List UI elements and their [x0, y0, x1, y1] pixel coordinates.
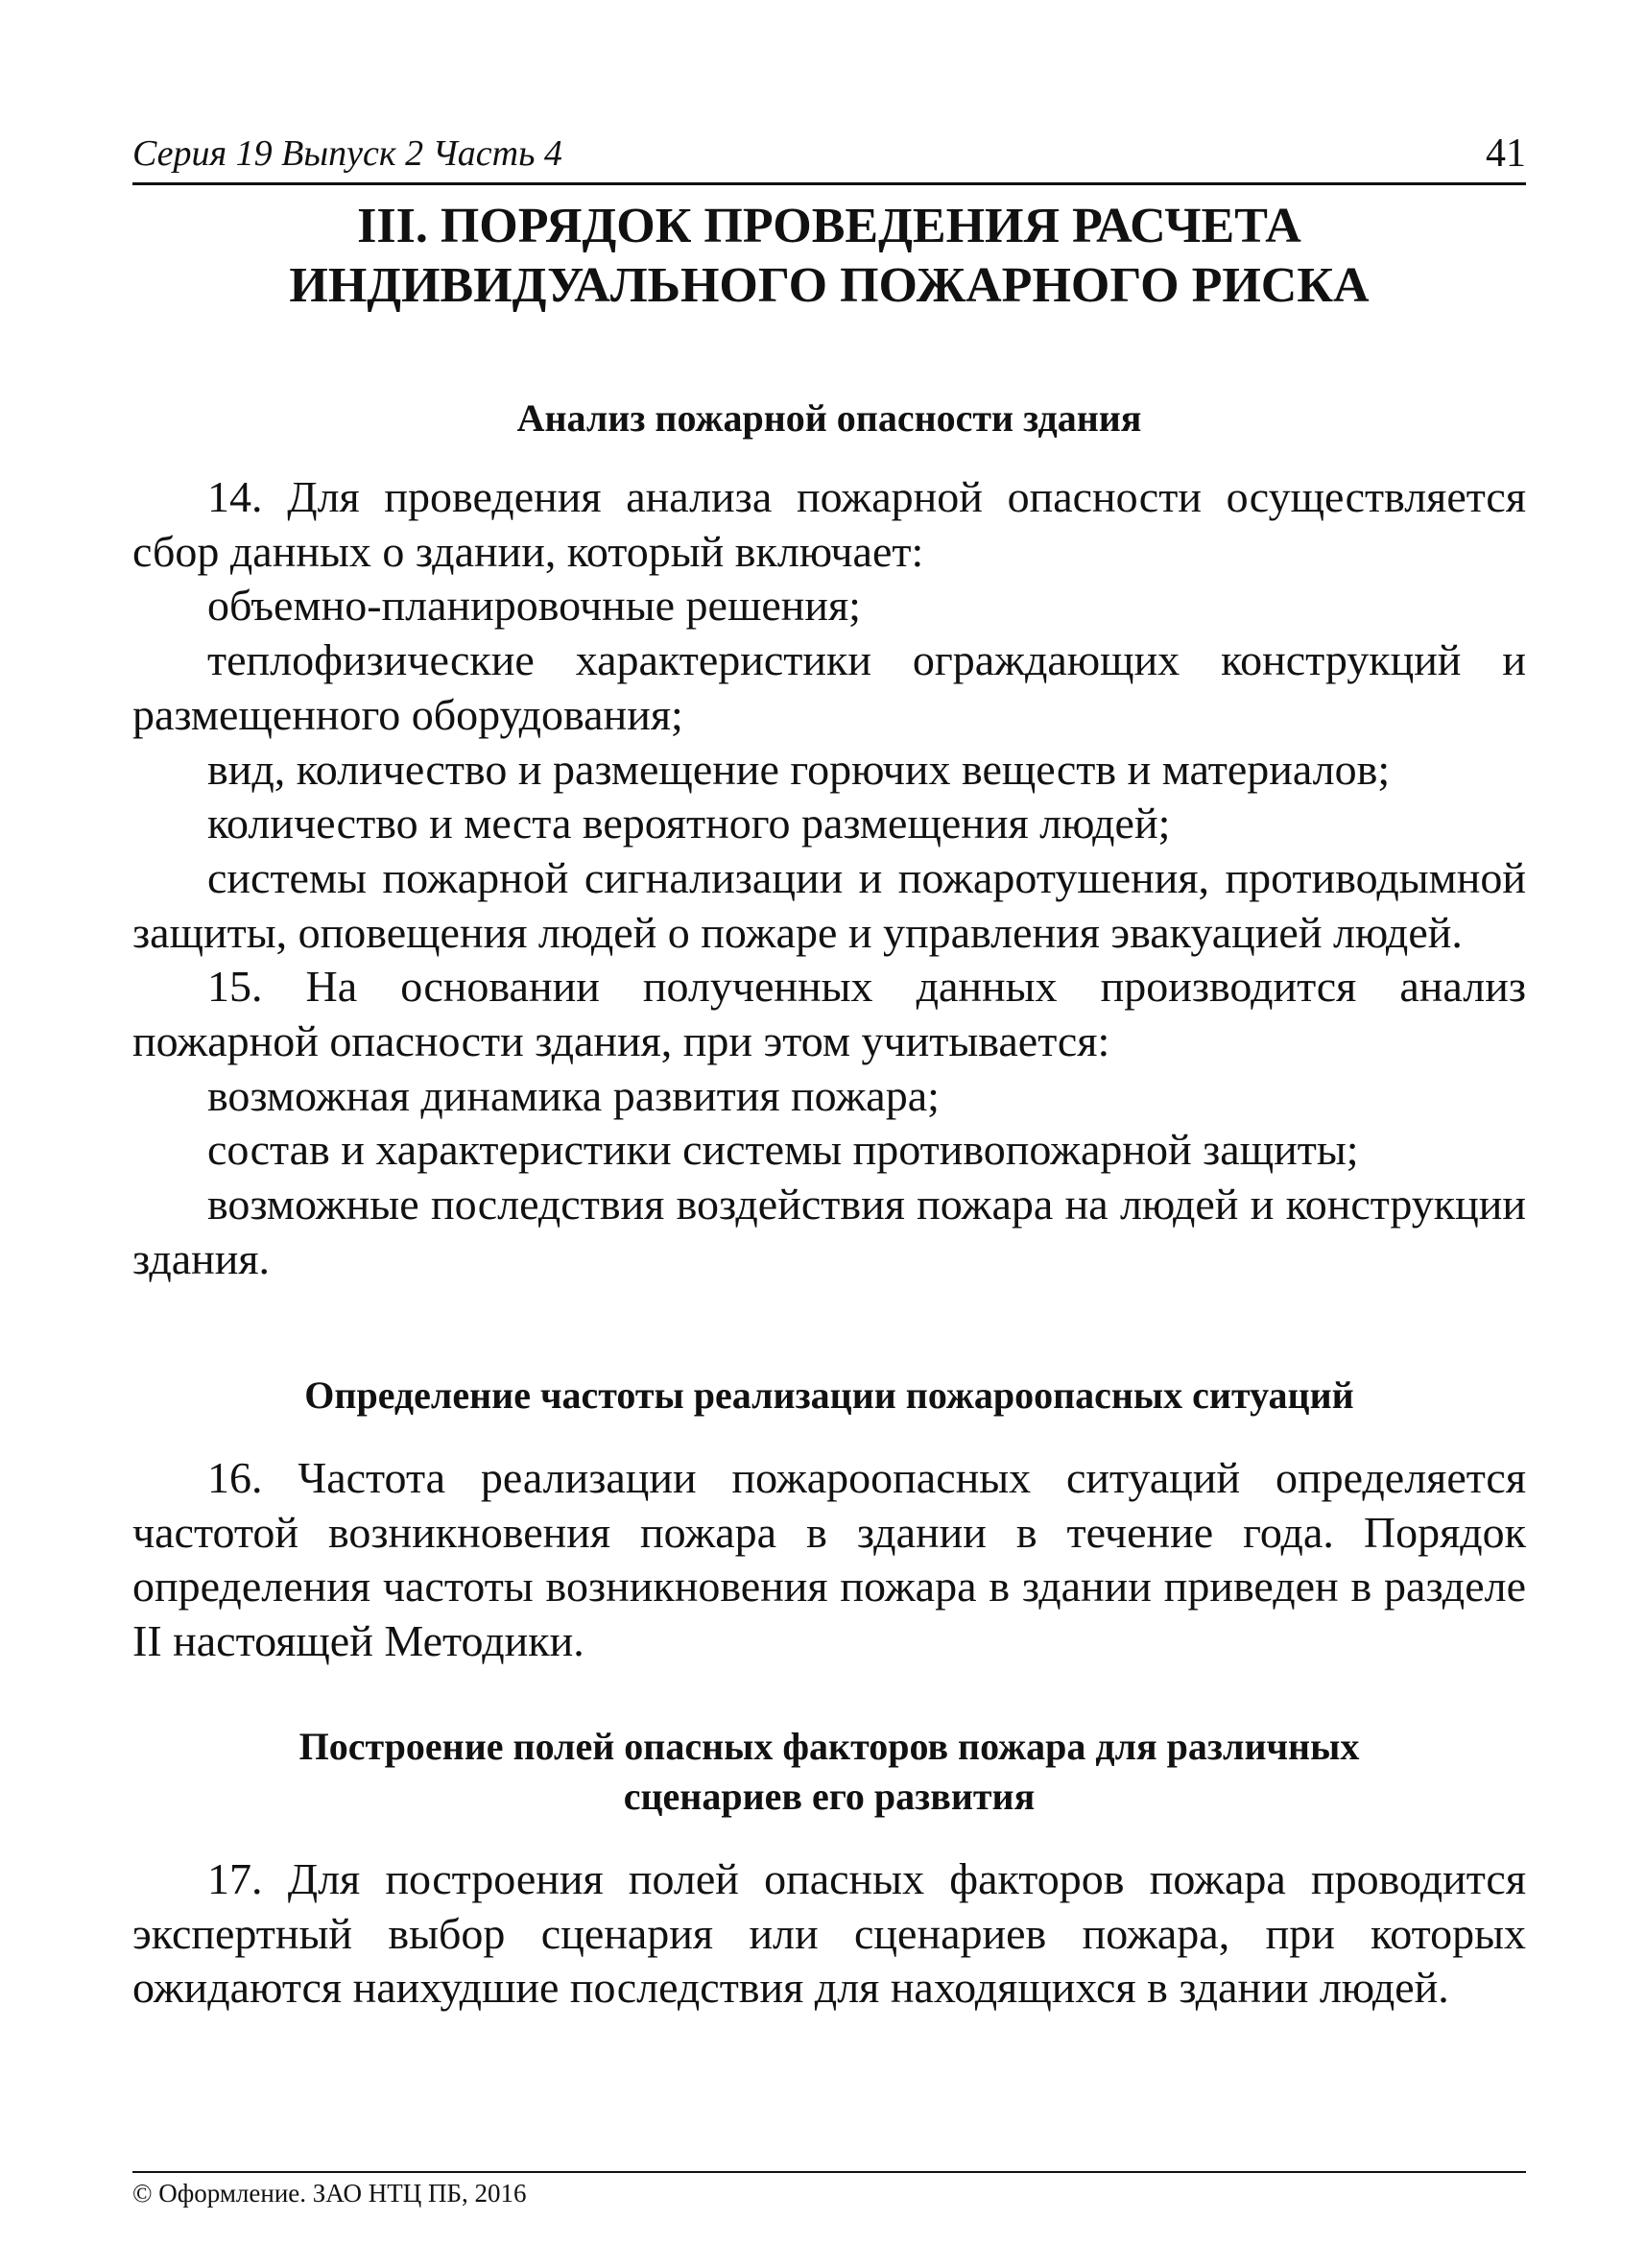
section-heading-text: Анализ пожарной опасности здания — [516, 396, 1142, 440]
footer-copyright: © Оформление. ЗАО НТЦ ПБ, 2016 — [132, 2179, 527, 2208]
page-number: 41 — [1486, 131, 1526, 176]
paragraph-14: 14. Для проведения анализа пожарной опасности осуществляется сбор данных о здании, который включает: — [132, 472, 1526, 576]
section-body-hazard-fields — [132, 1852, 1526, 2016]
running-header — [132, 123, 1526, 185]
list-item-fire-dynamics: возможная динамика развития пожара; — [207, 1070, 940, 1120]
list-item-protection-system-composition: состав и характеристики системы противопожарной защиты; — [207, 1125, 1359, 1175]
paragraph-16: 16. Частота реализации пожароопасных ситуаций определяется частотой возникновения пожара в здании в течение года. Порядок определения частоты возникновения пожара в здании приведен в разделе II настоящей Методики. — [132, 1453, 1526, 1666]
section-heading-fire-hazard-analysis — [132, 394, 1526, 443]
section-body-fire-hazard-analysis — [132, 470, 1526, 1287]
list-item-fire-consequences: возможные последствия воздействия пожара на людей и конструкции здания. — [132, 1180, 1526, 1283]
section-heading-line-2: сценариев его развития — [623, 1775, 1036, 1818]
list-item-protection-systems: системы пожарной сигнализации и пожаротушения, противодымной защиты, оповещения людей о пожаре и управления эвакуацией людей. — [132, 852, 1526, 957]
paragraph-17: 17. Для построения полей опасных факторов пожара проводится экспертный выбор сценария или сценариев пожара, при которых ожидаются наихудшие последствия для находящихся в здании людей. — [132, 1854, 1526, 2013]
section-body-fire-frequency — [132, 1451, 1526, 1669]
running-title: Серия 19 Выпуск 2 Часть 4 — [132, 133, 562, 174]
list-item-thermophysical-characteristics: теплофизические характеристики ограждающих конструкций и размещенного оборудования; — [132, 635, 1526, 739]
list-item-planning-solutions: объемно-планировочные решения; — [207, 581, 861, 631]
section-heading-hazard-fields — [132, 1722, 1526, 1822]
chapter-title — [132, 197, 1526, 316]
list-item-people-placement: количество и места вероятного размещения людей; — [207, 799, 1171, 848]
chapter-title-line-2: ИНДИВИДУАЛЬНОГО ПОЖАРНОГО РИСКА — [289, 258, 1370, 313]
section-heading-line-1: Построение полей опасных факторов пожара для различных — [298, 1725, 1360, 1768]
list-item-combustible-materials: вид, количество и размещение горючих веществ и материалов; — [207, 744, 1391, 794]
section-heading-fire-frequency — [132, 1371, 1526, 1420]
footer-divider — [132, 2171, 1526, 2173]
section-heading-text: Определение частоты реализации пожароопасных ситуаций — [304, 1373, 1354, 1417]
paragraph-15: 15. На основании полученных данных производится анализ пожарной опасности здания, при этом учитывается: — [132, 962, 1526, 1066]
chapter-title-line-1: III. ПОРЯДОК ПРОВЕДЕНИЯ РАСЧЕТА — [357, 199, 1301, 253]
